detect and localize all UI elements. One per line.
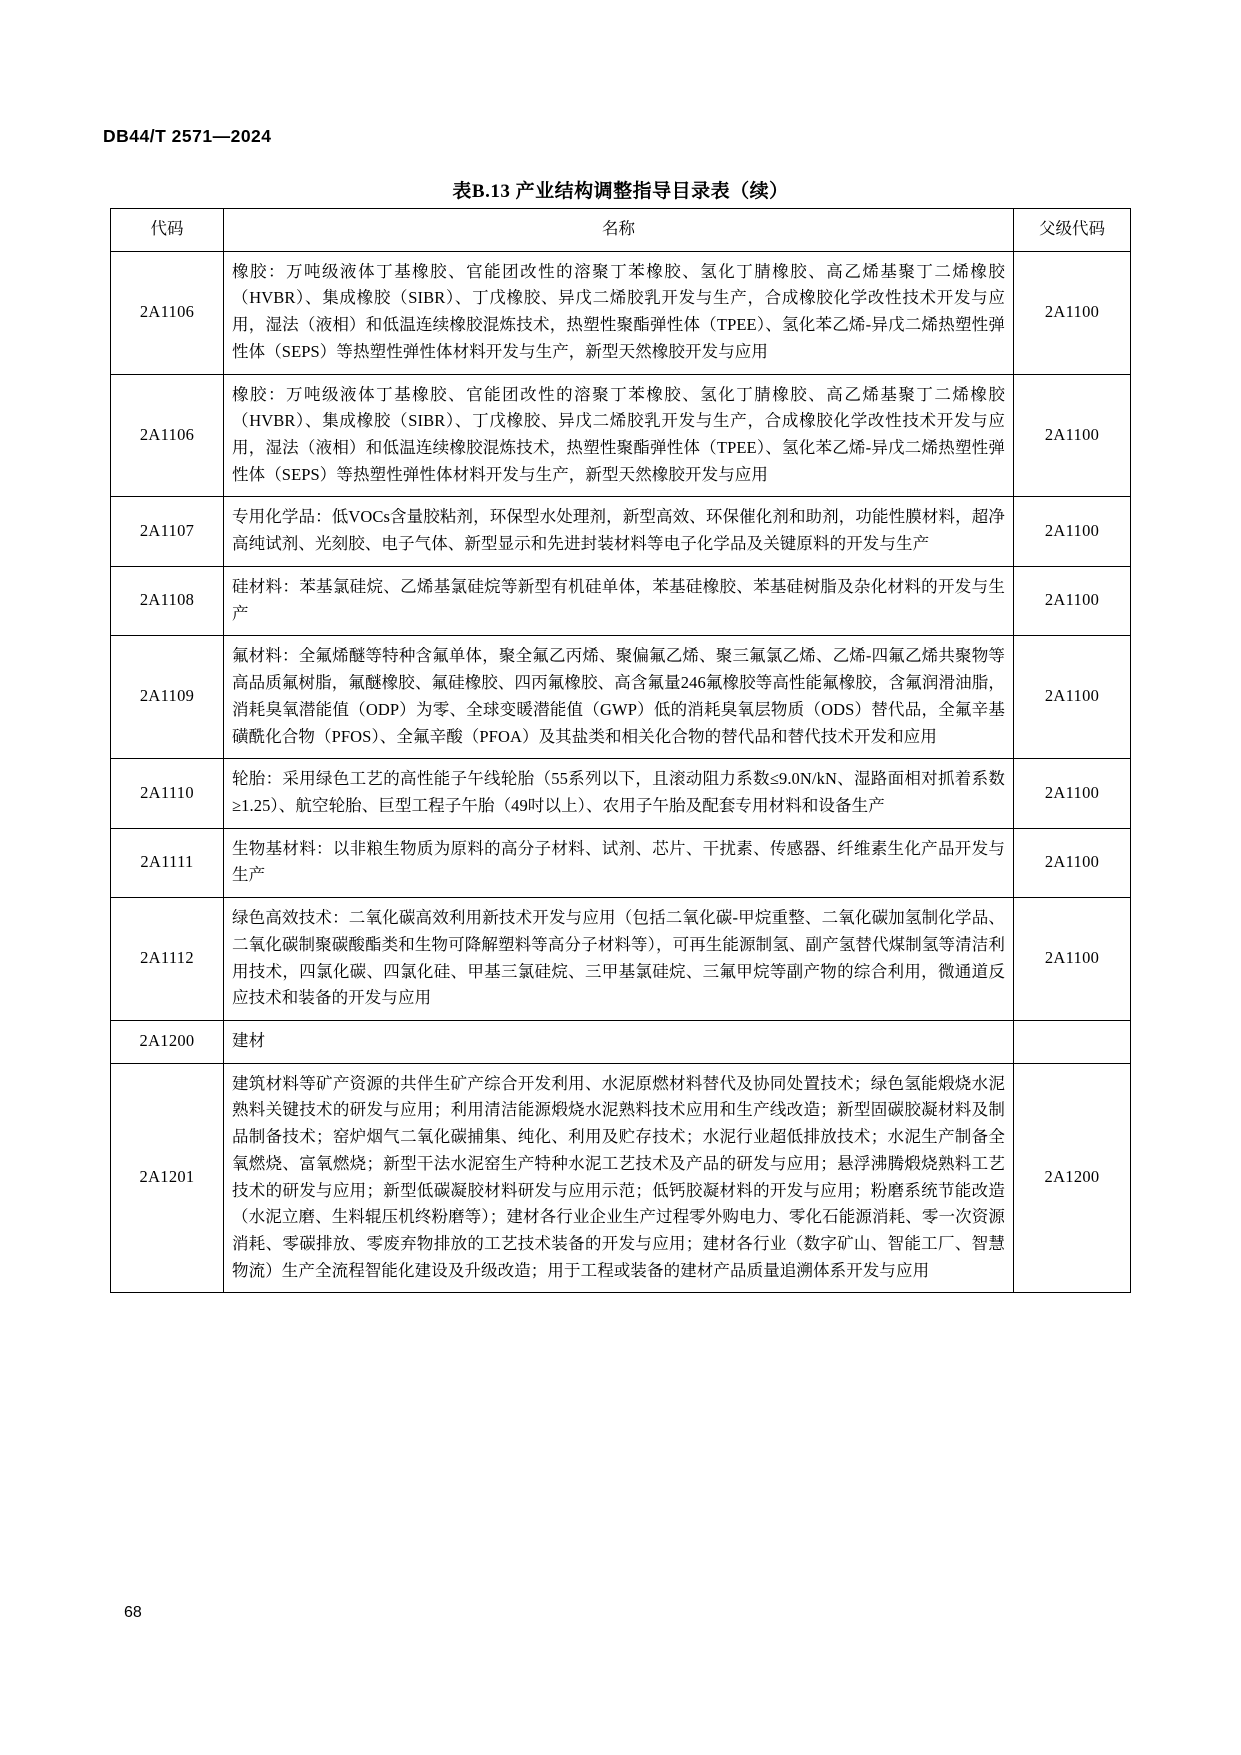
cell-name: 绿色高效技术：二氧化碳高效利用新技术开发与应用（包括二氧化碳-甲烷重整、二氧化碳加氢制化学品、二氧化碳制聚碳酸酯类和生物可降解塑料等高分子材料等），可再生能源制氢、副产氢替代煤制氢等清洁利用技术，四氯化碳、四氯化硅、甲基三氯硅烷、三甲基氯硅烷、三氟甲烷等副产物的综合利用，微通道反应技术和装备的开发与应用 <box>224 898 1014 1021</box>
cell-parent-code: 2A1100 <box>1014 566 1131 635</box>
page-number: 68 <box>124 1604 142 1621</box>
table-row <box>111 759 1131 828</box>
cell-name: 硅材料：苯基氯硅烷、乙烯基氯硅烷等新型有机硅单体，苯基硅橡胶、苯基硅树脂及杂化材料的开发与生产 <box>224 566 1014 635</box>
table-row <box>111 898 1131 1021</box>
cell-parent-code: 2A1200 <box>1014 1063 1131 1293</box>
cell-name: 专用化学品：低VOCs含量胶粘剂，环保型水处理剂，新型高效、环保催化剂和助剂，功能性膜材料，超净高纯试剂、光刻胶、电子气体、新型显示和先进封装材料等电子化学品及关键原料的开发与生产 <box>224 497 1014 566</box>
column-header-name: 名称 <box>224 209 1014 252</box>
cell-name: 建材 <box>224 1020 1014 1063</box>
column-header-parent-code: 父级代码 <box>1014 209 1131 252</box>
cell-parent-code: 2A1100 <box>1014 759 1131 828</box>
cell-parent-code: 2A1100 <box>1014 374 1131 497</box>
cell-parent-code <box>1014 1020 1131 1063</box>
table-row <box>111 636 1131 759</box>
table-row <box>111 1020 1131 1063</box>
cell-name: 橡胶：万吨级液体丁基橡胶、官能团改性的溶聚丁苯橡胶、氢化丁腈橡胶、高乙烯基聚丁二烯橡胶（HVBR）、集成橡胶（SIBR）、丁戊橡胶、异戊二烯胶乳开发与生产，合成橡胶化学改性技术开发与应用，湿法（液相）和低温连续橡胶混炼技术，热塑性聚酯弹性体（TPEE）、氢化苯乙烯-异戊二烯热塑性弹性体（SEPS）等热塑性弹性体材料开发与生产，新型天然橡胶开发与应用 <box>224 251 1014 374</box>
cell-code: 2A1111 <box>111 828 224 897</box>
table-row <box>111 828 1131 897</box>
cell-code: 2A1200 <box>111 1020 224 1063</box>
industrial-structure-catalog-table <box>110 208 1131 1293</box>
table-row <box>111 1063 1131 1293</box>
cell-parent-code: 2A1100 <box>1014 636 1131 759</box>
table-row <box>111 251 1131 374</box>
table-header-row <box>111 209 1131 252</box>
cell-code: 2A1106 <box>111 374 224 497</box>
cell-name: 生物基材料：以非粮生物质为原料的高分子材料、试剂、芯片、干扰素、传感器、纤维素生化产品开发与生产 <box>224 828 1014 897</box>
cell-code: 2A1109 <box>111 636 224 759</box>
cell-name: 氟材料：全氟烯醚等特种含氟单体，聚全氟乙丙烯、聚偏氟乙烯、聚三氟氯乙烯、乙烯-四氟乙烯共聚物等高品质氟树脂，氟醚橡胶、氟硅橡胶、四丙氟橡胶、高含氟量246氟橡胶等高性能氟橡胶，含氟润滑油脂，消耗臭氧潜能值（ODP）为零、全球变暖潜能值（GWP）低的消耗臭氧层物质（ODS）替代品，全氟辛基磺酰化合物（PFOS）、全氟辛酸（PFOA）及其盐类和相关化合物的替代品和替代技术开发和应用 <box>224 636 1014 759</box>
page-header-standard-code: DB44/T 2571—2024 <box>103 126 272 146</box>
cell-parent-code: 2A1100 <box>1014 828 1131 897</box>
cell-code: 2A1112 <box>111 898 224 1021</box>
cell-code: 2A1106 <box>111 251 224 374</box>
cell-parent-code: 2A1100 <box>1014 898 1131 1021</box>
cell-name: 建筑材料等矿产资源的共伴生矿产综合开发利用、水泥原燃材料替代及协同处置技术；绿色氢能煅烧水泥熟料关键技术的研发与应用；利用清洁能源煅烧水泥熟料技术应用和生产线改造；新型固碳胶凝材料及制品制备技术；窑炉烟气二氧化碳捕集、纯化、利用及贮存技术；水泥行业超低排放技术；水泥生产制备全氧燃烧、富氧燃烧；新型干法水泥窑生产特种水泥工艺技术及产品的研发与应用；悬浮沸腾煅烧熟料工艺技术的研发与应用；新型低碳凝胶材料研发与应用示范；低钙胶凝材料的开发与应用；粉磨系统节能改造（水泥立磨、生料辊压机终粉磨等）；建材各行业企业生产过程零外购电力、零化石能源消耗、零一次资源消耗、零碳排放、零废弃物排放的工艺技术装备的开发与应用；建材各行业（数字矿山、智能工厂、智慧物流）生产全流程智能化建设及升级改造；用于工程或装备的建材产品质量追溯体系开发与应用 <box>224 1063 1014 1293</box>
cell-name: 橡胶：万吨级液体丁基橡胶、官能团改性的溶聚丁苯橡胶、氢化丁腈橡胶、高乙烯基聚丁二烯橡胶（HVBR）、集成橡胶（SIBR）、丁戊橡胶、异戊二烯胶乳开发与生产，合成橡胶化学改性技术开发与应用，湿法（液相）和低温连续橡胶混炼技术，热塑性聚酯弹性体（TPEE）、氢化苯乙烯-异戊二烯热塑性弹性体（SEPS）等热塑性弹性体材料开发与生产，新型天然橡胶开发与应用 <box>224 374 1014 497</box>
cell-name: 轮胎：采用绿色工艺的高性能子午线轮胎（55系列以下，且滚动阻力系数≤9.0N/kN、湿路面相对抓着系数≥1.25）、航空轮胎、巨型工程子午胎（49吋以上）、农用子午胎及配套专用材料和设备生产 <box>224 759 1014 828</box>
cell-parent-code: 2A1100 <box>1014 251 1131 374</box>
table-caption: 表B.13 产业结构调整指导目录表（续） <box>452 181 789 202</box>
table-row <box>111 497 1131 566</box>
table-row <box>111 374 1131 497</box>
cell-code: 2A1110 <box>111 759 224 828</box>
column-header-code: 代码 <box>111 209 224 252</box>
cell-code: 2A1108 <box>111 566 224 635</box>
cell-parent-code: 2A1100 <box>1014 497 1131 566</box>
table-row <box>111 566 1131 635</box>
cell-code: 2A1201 <box>111 1063 224 1293</box>
cell-code: 2A1107 <box>111 497 224 566</box>
